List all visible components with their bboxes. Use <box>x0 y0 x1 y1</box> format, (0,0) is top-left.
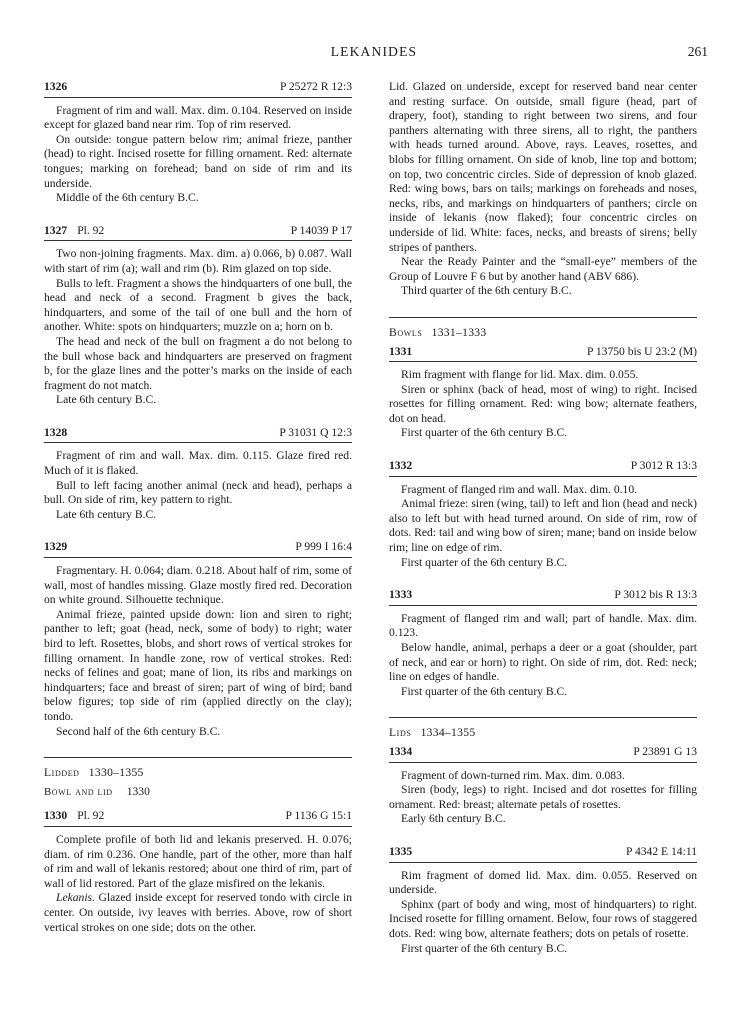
entry-paragraph <box>44 891 352 935</box>
section-heading-lidded <box>44 757 352 781</box>
entry-paragraph: Lid. Glazed on underside, except for reserved band near center and resting surface. On outside, small figure (head, part of drapery, foot), standing to right between two sirens, and four panthers alternating with three sirens, all to right, the panthers with heads turned around. Above, rays. Leaves, rosettes, and blobs for filling ornament. On side of knob, line top and bottom; on top, two concentric circles. Side of depression of knob glazed. Red: wing bows, bars on tails; markings on foreheads and noses, necks, ribs, and markings on hindquarters of panthers; circle on inside of lekanis (now flaked); four concentric circles on underside of lid. White: faces, necks, and breasts of sirens; belly stripes of panthers. <box>389 80 697 254</box>
entry-paragraph: Fragment of flanged rim and wall. Max. dim. 0.10. <box>401 482 638 496</box>
entry-paragraph: Rim fragment of domed lid. Max. dim. 0.055. Reserved on underside. <box>389 868 697 897</box>
entry-date: Middle of the 6th century B.C. <box>56 191 199 205</box>
entry-paragraph: Rim fragment with flange for lid. Max. dim. 0.055. <box>401 368 639 382</box>
entry-heading <box>44 540 352 558</box>
entry-heading <box>44 809 352 827</box>
catalog-entry-1326 <box>44 80 352 206</box>
section-heading-bowls <box>389 317 697 341</box>
entry-number: 1328 <box>44 425 68 439</box>
catalog-entry-1330 <box>44 809 352 935</box>
entry-date: First quarter of the 6th century B.C. <box>401 684 568 698</box>
entry-number <box>44 224 104 239</box>
inventory-reference: P 4342 E 14:11 <box>626 844 697 858</box>
subsection-heading-bowl-and-lid <box>44 785 352 800</box>
catalog-entry-1331 <box>389 345 697 442</box>
inventory-reference: P 31031 Q 12:3 <box>279 425 352 439</box>
inventory-reference: P 1136 G 15:1 <box>285 809 352 823</box>
catalog-entry-1335 <box>389 845 697 956</box>
entry-paragraph: Animal frieze: siren (wing, tail) to left and lion (head and neck) also to left but with head turned around. On side of rim, row of dots. Red: tail and wing bow of siren; mane; band on inside below rim; line on edge of rim. <box>389 497 697 555</box>
entry-paragraph: Sphinx (part of body and wing, most of hindquarters) to right. Incised rosette for filling ornament. Below, four rows of staggered dots. Red: wing bow, alternate feathers; dots on petals of rosette. <box>389 897 697 940</box>
entry-number: 1326 <box>44 80 68 93</box>
inventory-reference: P 3012 R 13:3 <box>630 459 697 473</box>
entry-date: Late 6th century B.C. <box>56 507 157 521</box>
entry-date: First quarter of the 6th century B.C. <box>401 555 568 569</box>
inventory-reference: P 999 I 16:4 <box>295 540 352 554</box>
inventory-reference: P 13750 bis U 23:2 (M) <box>586 344 697 358</box>
entry-date: First quarter of the 6th century B.C. <box>401 941 568 955</box>
entry-heading <box>44 426 352 444</box>
entry-paragraph: Fragmentary. H. 0.064; diam. 0.218. About half of rim, some of wall, most of handles missing. Glaze mostly fired red. Decoration on white ground. Silhouette technique. <box>44 564 352 607</box>
section-label: Bowls <box>389 325 423 339</box>
section-range: 1330–1355 <box>88 766 144 780</box>
inventory-reference: P 25272 R 12:3 <box>279 80 352 93</box>
entry-paragraph: Fragment of flanged rim and wall; part of handle. Max. dim. 0.123. <box>389 611 697 640</box>
entry-number: 1329 <box>44 540 68 554</box>
entry-heading <box>44 80 352 98</box>
entry-date: Second half of the 6th century B.C. <box>56 724 221 738</box>
entry-paragraph: The head and neck of the bull on fragment a do not belong to the bull whose back and hindquarters are preserved on fragment b, for the glaze lines and the potter’s marks on the inside of each fragment do not match. <box>44 334 352 392</box>
catalog-entry-1327 <box>44 224 352 408</box>
lekanis-label: Lekanis. <box>56 891 95 905</box>
entry-date: Late 6th century B.C. <box>56 393 157 407</box>
inventory-reference: P 14039 P 17 <box>290 223 352 237</box>
section-range: 1334–1355 <box>420 726 476 740</box>
page-header <box>40 44 708 64</box>
entry-number: 1333 <box>389 588 413 602</box>
section-label: Lids <box>389 726 412 740</box>
entry-number: 1331 <box>389 344 413 358</box>
section-heading-lids <box>389 717 697 741</box>
entry-number: 1332 <box>389 459 413 473</box>
entry-heading <box>44 224 352 242</box>
catalog-entry-1330-continued <box>389 80 697 299</box>
entry-paragraph: Bulls to left. Fragment a shows the hindquarters of one bull, the head and neck of a second. Fragment b gives the back, hindquarters, and some of the tail of one bull and the horn of another. White: spots on hindquarters; muzzle on a; horn on b. <box>44 276 352 334</box>
page-number: 261 <box>687 44 708 59</box>
entry-paragraph: Fragment of rim and wall. Max. dim. 0.104. Reserved on inside except for glazed band near rim. Top of rim reserved. <box>44 103 352 132</box>
entry-number-text: 1330 <box>44 809 68 823</box>
entry-heading <box>389 588 697 606</box>
entry-heading <box>389 459 697 477</box>
entry-number-text: 1327 <box>44 223 68 237</box>
entry-number <box>44 809 104 824</box>
entry-heading <box>389 745 697 763</box>
entry-date: Early 6th century B.C. <box>401 812 506 826</box>
catalog-entry-1332 <box>389 459 697 570</box>
entry-heading <box>389 345 697 363</box>
inventory-reference: P 3012 bis R 13:3 <box>614 588 697 602</box>
subsection-range: 1330 <box>126 784 150 798</box>
entry-paragraph: Near the Ready Painter and the “small-eye” members of the Group of Louvre F 6 but by another hand (ABV 686). <box>389 255 697 283</box>
catalog-entry-1334 <box>389 745 697 827</box>
entry-paragraph: Two non-joining fragments. Max. dim. a) 0.066, b) 0.087. Wall with start of rim (a); wall and rim (b). Rim glazed on top side. <box>44 247 352 275</box>
lekanis-description: Glazed inside except for reserved tondo with circle in center. On outside, ivy leaves with berries. Above, row of short vertical strokes on one side; dots on the other. <box>44 891 352 934</box>
plate-reference: Pl. 92 <box>77 223 105 237</box>
catalog-entry-1329 <box>44 540 352 739</box>
right-column <box>389 80 697 974</box>
entry-date: Third quarter of the 6th century B.C. <box>401 284 572 298</box>
entry-paragraph: Siren (body, legs) to right. Incised and dot rosettes for filling ornament. Red: breast; alternate petals of rosettes. <box>389 783 697 811</box>
entry-number: 1335 <box>389 844 413 858</box>
entry-paragraph: Siren or sphinx (back of head, most of wing) to right. Incised rosettes for filling ornament. Red: wing bow; alternate feathers, dot on head. <box>389 382 697 425</box>
entry-paragraph: Below handle, animal, perhaps a deer or a goat (shoulder, part of neck, and ear or horn) to right. On side of rim, dot. Red: neck; line on edges of handle. <box>389 641 697 684</box>
entry-paragraph: Complete profile of both lid and lekanis preserved. H. 0.076; diam. of rim 0.236. One handle, part of the other, more than half of rim and wall of lekanis restored; about one third of rim, part of wall of lid restored. Part of the glaze misfired on the lekanis. <box>44 832 352 890</box>
section-label: Lidded <box>44 766 80 780</box>
entry-paragraph: Fragment of rim and wall. Max. dim. 0.115. Glaze fired red. Much of it is flaked. <box>44 449 352 478</box>
catalog-entry-1333 <box>389 588 697 699</box>
subsection-label: Bowl and lid <box>44 785 113 798</box>
section-range: 1331–1333 <box>431 325 487 339</box>
entry-paragraph: Bull to left facing another animal (neck and head), perhaps a bull. On side of rim, key pattern to right. <box>44 478 352 507</box>
entry-paragraph: Fragment of down-turned rim. Max. dim. 0.083. <box>401 768 625 782</box>
running-title: LEKANIDES <box>330 44 418 59</box>
entry-paragraph: Animal frieze, painted upside down: lion and siren to right; panther to left; goat (head, neck, some of body) to right; water bird to left. Rosettes, blobs, and short rows of vertical strokes for filling ornament. In handle zone, row of vertical strokes. Red: necks of felines and goat; mane of lion, its ribs and markings on hindquarters; face and breast of siren; part of wing of bird; band below figures; top side of rim (applied directly on the clay); tondo. <box>44 607 352 723</box>
entry-number: 1334 <box>389 744 413 758</box>
entry-paragraph: On outside: tongue pattern below rim; animal frieze, panther (head) to right. Incised rosette for filling ornament. Red: alternate tongues; marking on forehead; band on side of rim and its underside. <box>44 132 352 190</box>
plate-reference: Pl. 92 <box>77 809 105 823</box>
catalog-entry-1328 <box>44 426 352 523</box>
left-column <box>44 80 352 953</box>
entry-heading <box>389 845 697 863</box>
inventory-reference: P 23891 G 13 <box>633 744 697 758</box>
entry-date: First quarter of the 6th century B.C. <box>401 426 568 440</box>
